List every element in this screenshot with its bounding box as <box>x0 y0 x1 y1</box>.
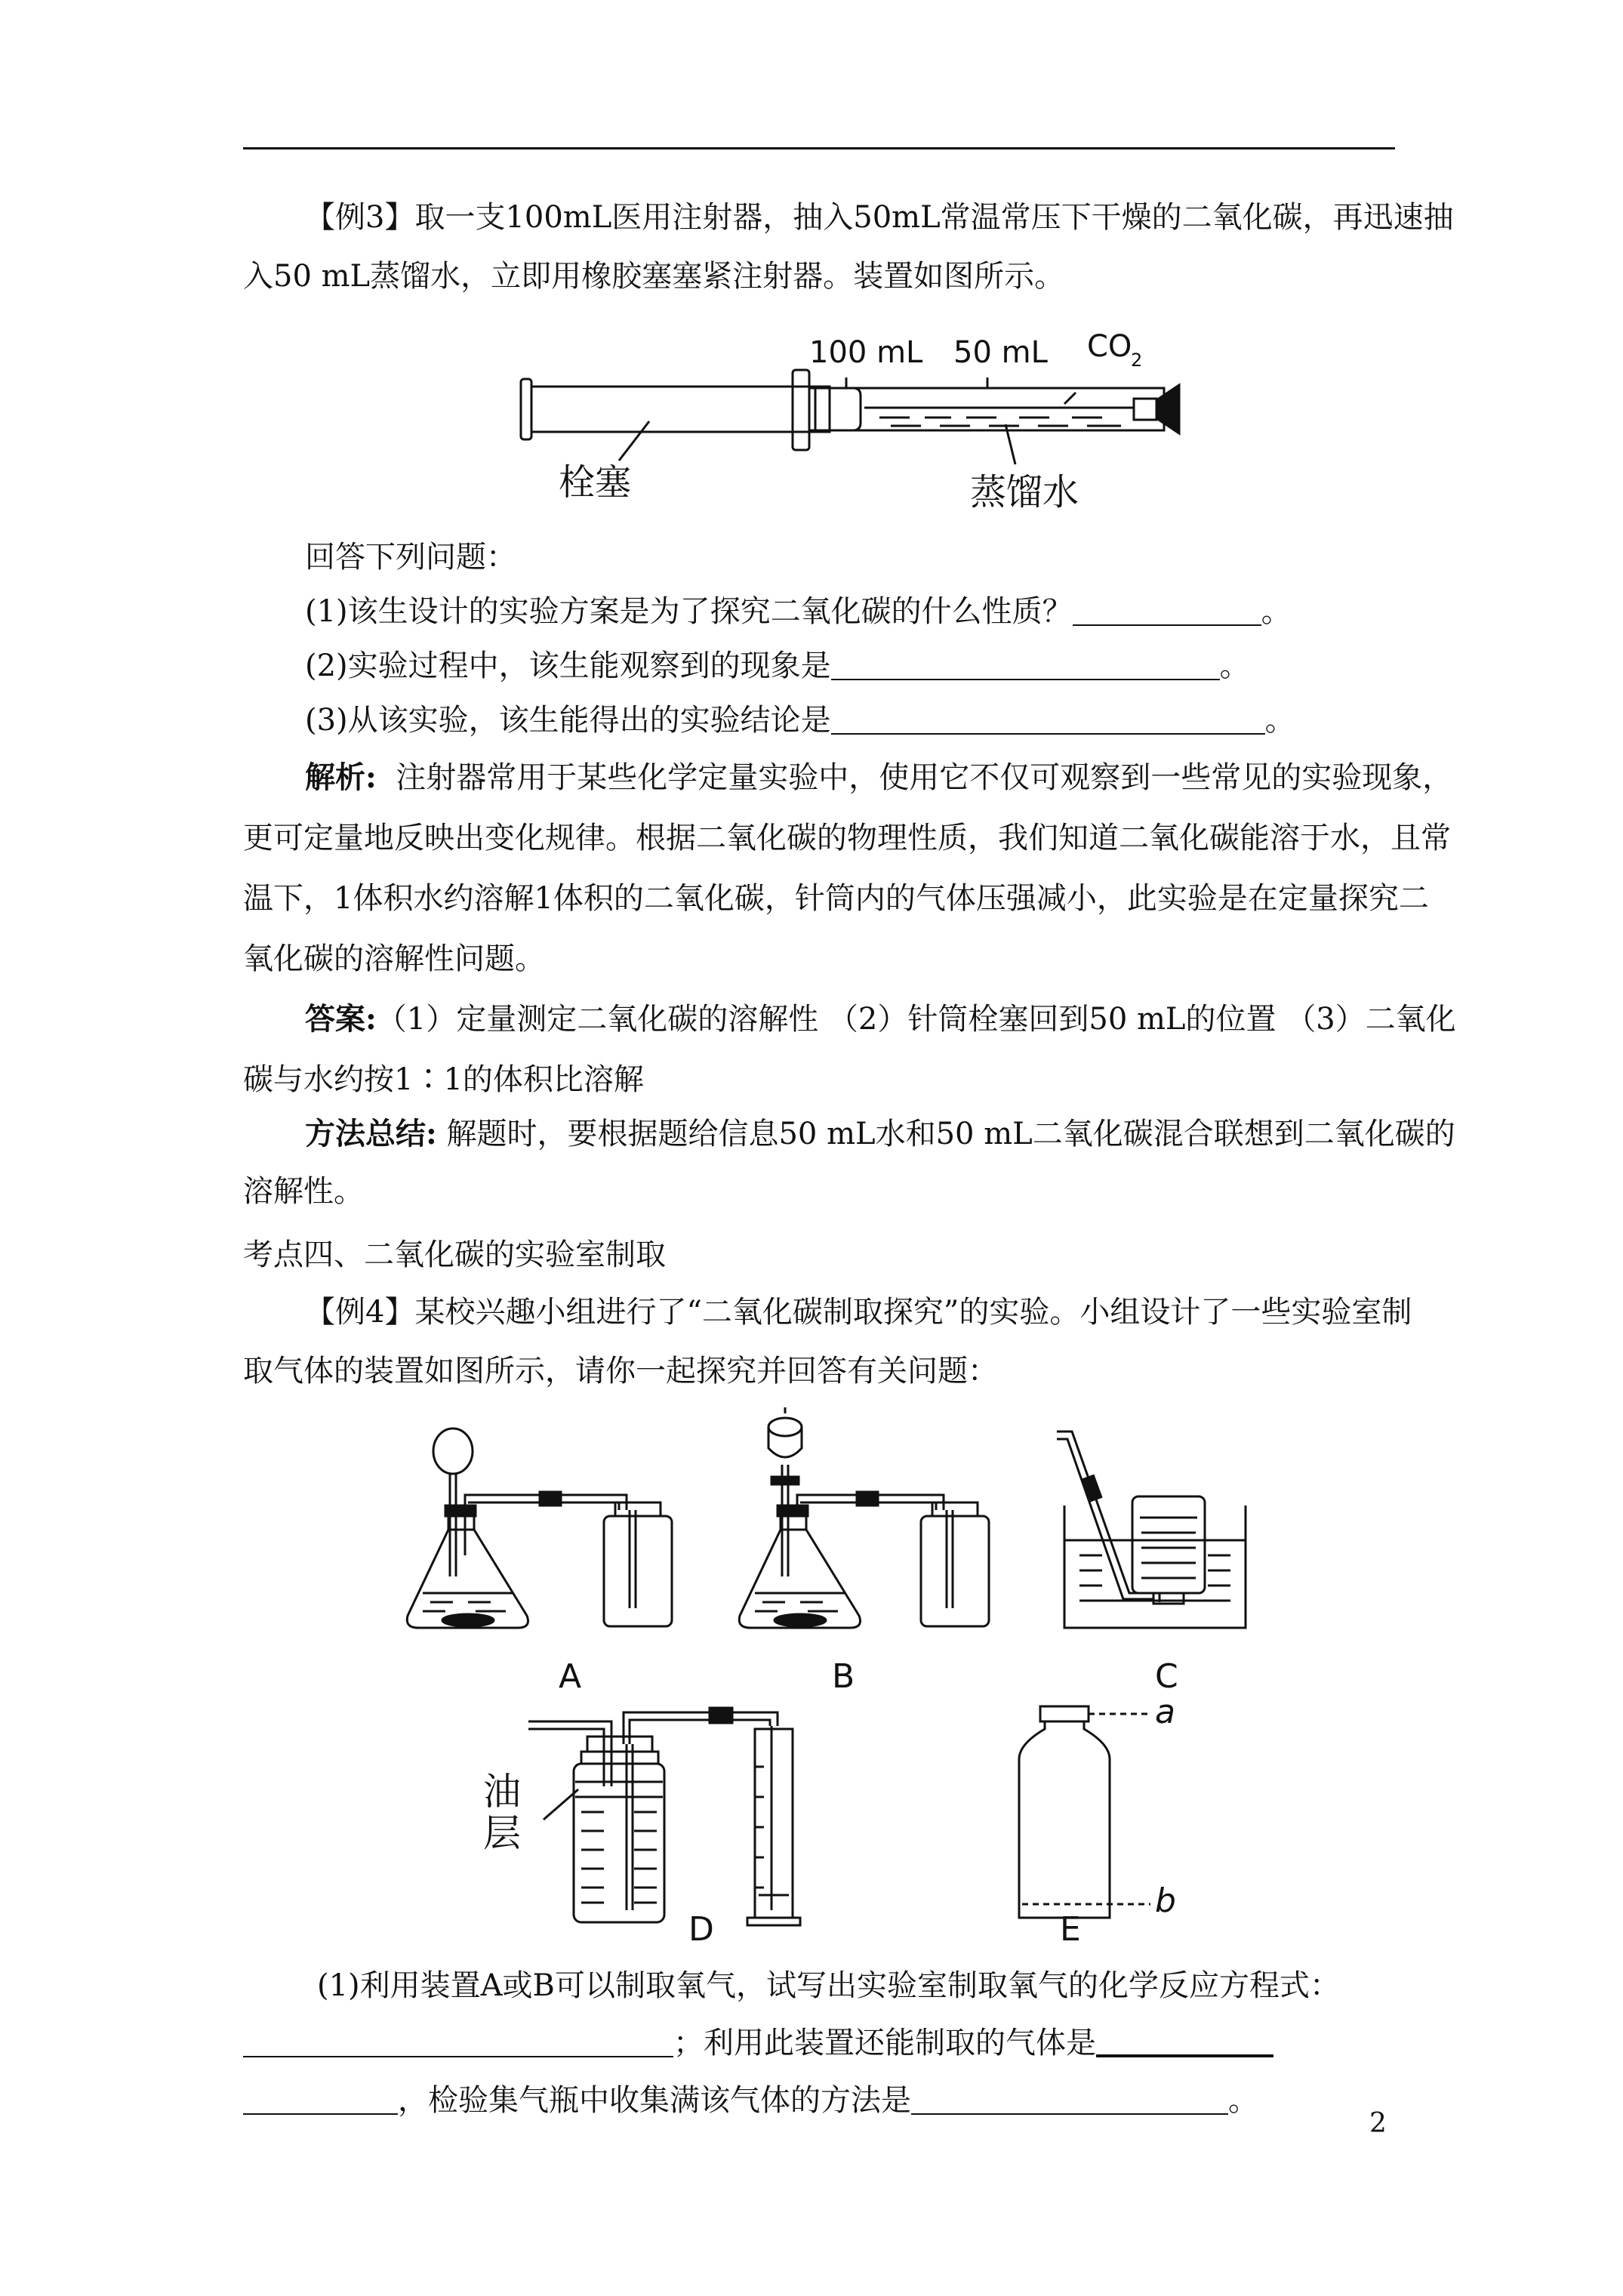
syringe-mark-100: 100 mL <box>809 335 923 370</box>
label-c: C <box>1155 1657 1178 1696</box>
oil-layer-label-2: 层 <box>483 1811 521 1855</box>
question3-1: (1)该生设计的实验方案是为了探究二氧化碳的什么性质？ 。 <box>305 589 1460 634</box>
question3-3: (3)从该实验，该生能得出的实验结论是 。 <box>305 698 1460 743</box>
answer-blank-3-3[interactable] <box>831 700 1265 735</box>
distilled-water-label: 蒸馏水 <box>970 471 1079 513</box>
question4-1-line1: (1)利用装置A或B可以制取氧气，试写出实验室制取氧气的化学反应方程式： <box>317 1968 1340 2003</box>
header-rule <box>243 147 1395 149</box>
co2-label: CO <box>1087 329 1132 364</box>
answer-blank-4-1d[interactable] <box>911 2080 1228 2115</box>
label-e: E <box>1060 1910 1081 1949</box>
apparatus-c <box>1057 1432 1246 1628</box>
label-a: A <box>559 1657 582 1696</box>
question3-2: (2)实验过程中，该生能观察到的现象是 。 <box>305 643 1460 689</box>
label-b: B <box>832 1657 855 1696</box>
syringe-figure <box>498 317 1193 521</box>
mark-a: a <box>1155 1693 1175 1731</box>
question4-1-line3: ，检验集气瓶中收集满该气体的方法是 。 <box>243 2078 1398 2123</box>
answer-blank-4-1c[interactable] <box>243 2080 398 2115</box>
label-d: D <box>688 1910 714 1949</box>
analysis-line4: 氧化碳的溶解性问题。 <box>243 942 545 976</box>
section4-title: 考点四、二氧化碳的实验室制取 <box>243 1237 666 1272</box>
co2-subscript: 2 <box>1131 350 1143 371</box>
answer-blank-3-2[interactable] <box>831 646 1220 680</box>
example3-prompt: 回答下列问题： <box>305 540 516 575</box>
syringe-mark-50: 50 mL <box>953 335 1048 370</box>
analysis-line3: 温下，1体积水约溶解1体积的二氧化碳，针筒内的气体压强减小，此实验是在定量探究二 <box>243 881 1429 916</box>
oil-layer-label-1: 油 <box>483 1770 521 1814</box>
method-line2: 溶解性。 <box>243 1174 364 1209</box>
example3-line1: 【例3】取一支100mL医用注射器，抽入50mL常温常压下干燥的二氧化碳，再迅速抽 <box>305 200 1454 235</box>
answer-blank-3-1[interactable] <box>1073 591 1261 626</box>
question4-1-line2: ；利用此装置还能制取的气体是 <box>243 2020 1398 2066</box>
analysis-line2: 更可定量地反映出变化规律。根据二氧化碳的物理性质，我们知道二氧化碳能溶于水，且常 <box>243 821 1451 855</box>
example3-line2: 入50 mL蒸馏水，立即用橡胶塞塞紧注射器。装置如图所示。 <box>243 259 1065 294</box>
page-number: 2 <box>1369 2108 1387 2139</box>
apparatus-b <box>739 1407 989 1628</box>
apparatus-e <box>1019 1706 1150 1918</box>
method-line1: 方法总结: 解题时，要根据题给信息50 mL水和50 mL二氧化碳混合联想到二氧化碳的 <box>305 1116 1455 1151</box>
answer-blank-4-1a[interactable] <box>243 2023 673 2057</box>
example4-line2: 取气体的装置如图所示，请你一起探究并回答有关问题： <box>243 1354 998 1388</box>
mark-b: b <box>1155 1881 1176 1920</box>
answer-line1: 答案:（1）定量测定二氧化碳的溶解性 （2）针筒栓塞回到50 mL的位置 （3）二氧化 <box>305 1001 1456 1037</box>
apparatus-d <box>528 1708 800 1925</box>
apparatus-a <box>407 1428 672 1628</box>
plunger-label: 栓塞 <box>559 461 632 504</box>
example4-line1: 【例4】某校兴趣小组进行了“二氧化碳制取探究”的实验。小组设计了一些实验室制 <box>305 1295 1412 1330</box>
apparatus-figure <box>393 1404 1298 1955</box>
analysis-line1: 解析: 注射器常用于某些化学定量实验中，使用它不仅可观察到一些常见的实验现象， <box>305 760 1453 795</box>
answer-blank-4-1b[interactable] <box>1096 2021 1273 2057</box>
answer-line2: 碳与水约按1∶1的体积比溶解 <box>243 1062 644 1097</box>
